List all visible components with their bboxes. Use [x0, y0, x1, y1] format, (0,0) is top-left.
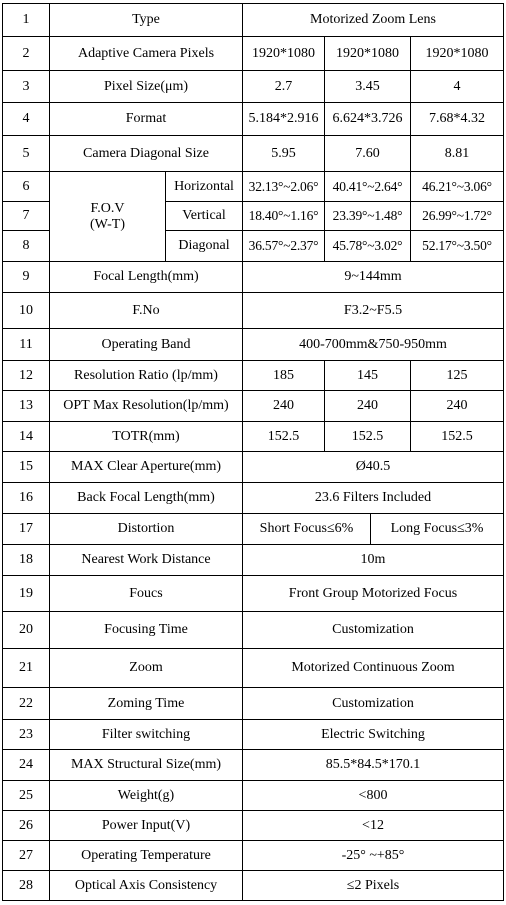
spec-value: 6.624*3.726	[325, 103, 411, 136]
fov-label	[50, 172, 166, 262]
table-row	[3, 841, 504, 871]
fov-sub-label: Diagonal	[166, 231, 243, 262]
table-row	[3, 293, 504, 329]
row-number: 10	[3, 293, 50, 329]
row-number: 22	[3, 688, 50, 720]
spec-value: 240	[325, 391, 411, 422]
spec-label: Focusing Time	[50, 612, 243, 649]
spec-value: Motorized Continuous Zoom	[243, 649, 504, 688]
spec-value: 240	[243, 391, 325, 422]
spec-label: MAX Clear Aperture(mm)	[50, 452, 243, 483]
row-number: 28	[3, 871, 50, 901]
spec-value: Customization	[243, 612, 504, 649]
row-number: 20	[3, 612, 50, 649]
table-row	[3, 576, 504, 612]
spec-value: 1920*1080	[325, 37, 411, 71]
spec-label: Foucs	[50, 576, 243, 612]
spec-value: F3.2~F5.5	[243, 293, 504, 329]
row-number: 27	[3, 841, 50, 871]
spec-value: 45.78°~3.02°	[325, 231, 411, 262]
row-number: 12	[3, 361, 50, 391]
spec-label: Pixel Size(μm)	[50, 71, 243, 103]
spec-label: Zoom	[50, 649, 243, 688]
spec-value: 8.81	[411, 136, 504, 172]
spec-value: 152.5	[411, 422, 504, 452]
row-number: 15	[3, 452, 50, 483]
spec-value: 52.17°~3.50°	[411, 231, 504, 262]
row-number: 26	[3, 811, 50, 841]
table-row	[3, 649, 504, 688]
spec-value: Short Focus≤6%	[243, 514, 371, 545]
spec-value: 40.41°~2.64°	[325, 172, 411, 202]
table-row	[3, 688, 504, 720]
table-row	[3, 720, 504, 750]
row-number: 11	[3, 329, 50, 361]
spec-value: Motorized Zoom Lens	[243, 4, 504, 37]
spec-value: Electric Switching	[243, 720, 504, 750]
spec-value: Customization	[243, 688, 504, 720]
table-row	[3, 750, 504, 781]
spec-value: 2.7	[243, 71, 325, 103]
spec-label: Distortion	[50, 514, 243, 545]
spec-label: Back Focal Length(mm)	[50, 483, 243, 514]
row-number: 14	[3, 422, 50, 452]
spec-value: 1920*1080	[243, 37, 325, 71]
spec-label: Operating Band	[50, 329, 243, 361]
row-number: 2	[3, 37, 50, 71]
spec-value: Ø40.5	[243, 452, 504, 483]
table-row	[3, 391, 504, 422]
table-row	[3, 612, 504, 649]
row-number: 18	[3, 545, 50, 576]
spec-value: Front Group Motorized Focus	[243, 576, 504, 612]
spec-label: Filter switching	[50, 720, 243, 750]
spec-value: -25° ~+85°	[243, 841, 504, 871]
row-number: 6	[3, 172, 50, 202]
spec-value: 185	[243, 361, 325, 391]
spec-value: 152.5	[325, 422, 411, 452]
spec-label: Focal Length(mm)	[50, 262, 243, 293]
table-row	[3, 483, 504, 514]
spec-value: ≤2 Pixels	[243, 871, 504, 901]
spec-label: MAX Structural Size(mm)	[50, 750, 243, 781]
spec-value: 5.184*2.916	[243, 103, 325, 136]
spec-label: Adaptive Camera Pixels	[50, 37, 243, 71]
table-row	[3, 136, 504, 172]
spec-value: 145	[325, 361, 411, 391]
row-number: 24	[3, 750, 50, 781]
table-row	[3, 172, 504, 202]
row-number: 8	[3, 231, 50, 262]
spec-value: 32.13°~2.06°	[243, 172, 325, 202]
table-row	[3, 329, 504, 361]
table-row	[3, 452, 504, 483]
table-row	[3, 871, 504, 901]
spec-label: F.No	[50, 293, 243, 329]
row-number: 3	[3, 71, 50, 103]
row-number: 19	[3, 576, 50, 612]
table-row	[3, 811, 504, 841]
table-row	[3, 262, 504, 293]
table-row	[3, 781, 504, 811]
row-number: 17	[3, 514, 50, 545]
spec-value: <12	[243, 811, 504, 841]
row-number: 1	[3, 4, 50, 37]
table-row	[3, 514, 504, 545]
spec-label: Type	[50, 4, 243, 37]
spec-label: TOTR(mm)	[50, 422, 243, 452]
spec-label: Zoming Time	[50, 688, 243, 720]
row-number: 21	[3, 649, 50, 688]
row-number: 4	[3, 103, 50, 136]
row-number: 5	[3, 136, 50, 172]
spec-value: 5.95	[243, 136, 325, 172]
table-row	[3, 4, 504, 37]
spec-label: Resolution Ratio (lp/mm)	[50, 361, 243, 391]
spec-value: 18.40°~1.16°	[243, 202, 325, 231]
spec-value: 7.60	[325, 136, 411, 172]
row-number: 16	[3, 483, 50, 514]
table-row	[3, 361, 504, 391]
table-row	[3, 71, 504, 103]
spec-table	[2, 3, 504, 901]
spec-label: Format	[50, 103, 243, 136]
spec-value: 4	[411, 71, 504, 103]
spec-value: 1920*1080	[411, 37, 504, 71]
spec-value: 10m	[243, 545, 504, 576]
spec-value: 36.57°~2.37°	[243, 231, 325, 262]
fov-sub-label: Horizontal	[166, 172, 243, 202]
spec-value: 400-700mm&750-950mm	[243, 329, 504, 361]
spec-label: Camera Diagonal Size	[50, 136, 243, 172]
row-number: 25	[3, 781, 50, 811]
spec-value: 152.5	[243, 422, 325, 452]
row-number: 13	[3, 391, 50, 422]
spec-value: 3.45	[325, 71, 411, 103]
spec-label: OPT Max Resolution(lp/mm)	[50, 391, 243, 422]
spec-value: Long Focus≤3%	[371, 514, 504, 545]
spec-value: 23.39°~1.48°	[325, 202, 411, 231]
spec-value: 23.6 Filters Included	[243, 483, 504, 514]
spec-value: <800	[243, 781, 504, 811]
spec-value: 46.21°~3.06°	[411, 172, 504, 202]
spec-label: Power Input(V)	[50, 811, 243, 841]
fov-label-text: F.O.V (W-T)	[90, 200, 125, 232]
spec-label: Nearest Work Distance	[50, 545, 243, 576]
spec-value: 240	[411, 391, 504, 422]
table-row	[3, 103, 504, 136]
table-row	[3, 37, 504, 71]
row-number: 7	[3, 202, 50, 231]
table-row	[3, 545, 504, 576]
spec-label: Operating Temperature	[50, 841, 243, 871]
row-number: 23	[3, 720, 50, 750]
spec-value: 125	[411, 361, 504, 391]
spec-value: 9~144mm	[243, 262, 504, 293]
spec-value: 85.5*84.5*170.1	[243, 750, 504, 781]
row-number: 9	[3, 262, 50, 293]
spec-label: Optical Axis Consistency	[50, 871, 243, 901]
spec-value: 7.68*4.32	[411, 103, 504, 136]
spec-value: 26.99°~1.72°	[411, 202, 504, 231]
fov-sub-label: Vertical	[166, 202, 243, 231]
spec-label: Weight(g)	[50, 781, 243, 811]
table-row	[3, 422, 504, 452]
